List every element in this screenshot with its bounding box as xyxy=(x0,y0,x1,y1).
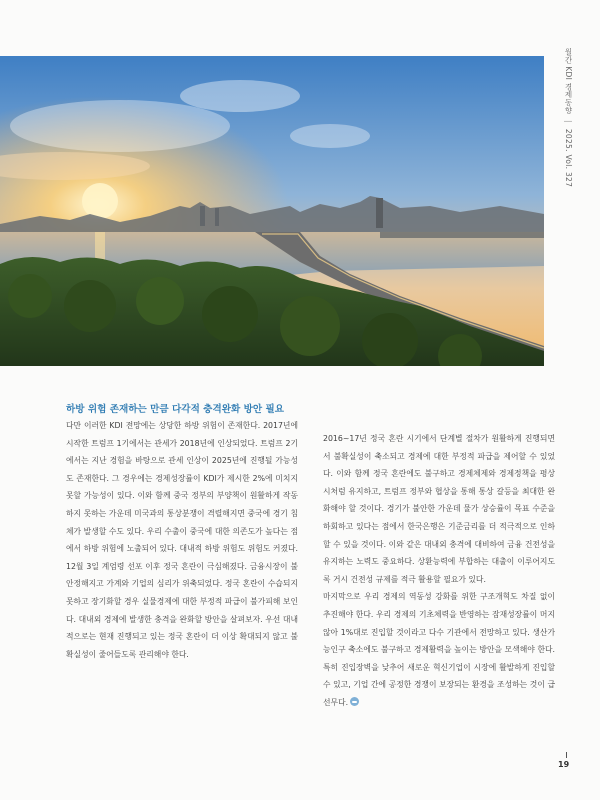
issue-sidebar: 월간 KDI 경제동향|2025. Vol. 327 xyxy=(564,48,573,188)
paragraph-right-2-text: 마지막으로 우리 경제의 역동성 강화를 위한 구조개혁도 차질 없이 추진해야 한다. 우리 경제의 기초체력을 반영하는 잠재성장률이 머지않아 1%대로 진입할 것이라고 다수 기관에서 전망하고 있다. 생산가능인구 축소에도 불구하고 경제활력을 높이는 방안을 모색해야 한다. 특히 진입장벽을 낮추어 새로운 혁신기업이 시장에 활발하게 진입할 수 있고, 기업 간에 공정한 경쟁이 보장되는 환경을 조성하는 것이 급선무다. xyxy=(323,592,555,707)
issue-label: 2025. Vol. 327 xyxy=(564,128,573,188)
article-end-icon xyxy=(350,697,359,706)
paragraph-right-2 xyxy=(323,588,555,711)
section-heading: 하방 위험 존재하는 만큼 다각적 충격완화 방안 필요 xyxy=(66,404,284,415)
city-river-sunset-photo xyxy=(0,56,544,366)
paragraph-right-1: 2016~17년 정국 혼란 시기에서 단계별 절차가 원활하게 진행되면서 불확실성이 축소되고 경제에 대한 부정적 파급을 제어할 수 있었다. 이와 함께 정국 혼란에도 불구하고 경제체제와 경제정책을 평상시처럼 유지하고, 트럼프 정부와 협상을 통해 통상 갈등을 최대한 완화해야 할 것이다. 경기가 불안한 가운데 물가 상승률이 목표 수준을 하회하고 있다는 점에서 한국은행은 기준금리를 더 적극적으로 인하할 수 있을 것이다. 이와 같은 대내외 충격에 대비하여 금융 건전성을 유지하는 노력도 중요하다. 상환능력에 부합하는 대출이 이루어지도록 거시 건전성 규제를 적극 활용할 필요가 있다. xyxy=(323,434,555,584)
article-column-right xyxy=(323,430,555,712)
publication-name: 월간 KDI 경제동향 xyxy=(564,48,573,114)
article-column-left xyxy=(66,403,298,663)
paragraph-left: 다만 이러한 KDI 전망에는 상당한 하방 위험이 존재한다. 2017년에 시작한 트럼프 1기에서는 관세가 2018년에 인상되었다. 트럼프 2기에서는 지난 경험을 바탕으로 관세 인상이 2025년에 진행될 가능성도 존재한다. 그 경우에는 경제성장률이 KDI가 제시한 2%에 미치지 못할 가능성이 있다. 이와 함께 중국 정부의 부양책이 원활하게 작동하지 못하는 가운데 미국과의 통상분쟁이 격렬해지면 중국에 경기 침체가 발생할 수도 있다. 우리 수출이 중국에 대한 의존도가 높다는 점에서 하방 위험에 노출되어 있다. 대내적 하방 위험도 위험도 커졌다. 12월 3일 계엄령 선포 이후 정국 혼란이 극심해졌다. 금융시장이 불안정해지고 가계와 기업의 심리가 위축되었다. 정국 혼란이 수습되지 못하고 장기화할 경우 실물경제에 대한 부정적 파급이 불가피해 보인다. 대내외 경제에 발생한 충격을 완화할 방안을 살펴보자. 우선 대내적으로는 현재 진행되고 있는 정국 혼란이 더 이상 확대되지 않고 불확실성이 줄어들도록 관리해야 한다. xyxy=(66,421,298,659)
page-number-rule xyxy=(566,752,567,758)
page-number: 19 xyxy=(558,760,570,769)
hero-photo xyxy=(0,56,544,366)
